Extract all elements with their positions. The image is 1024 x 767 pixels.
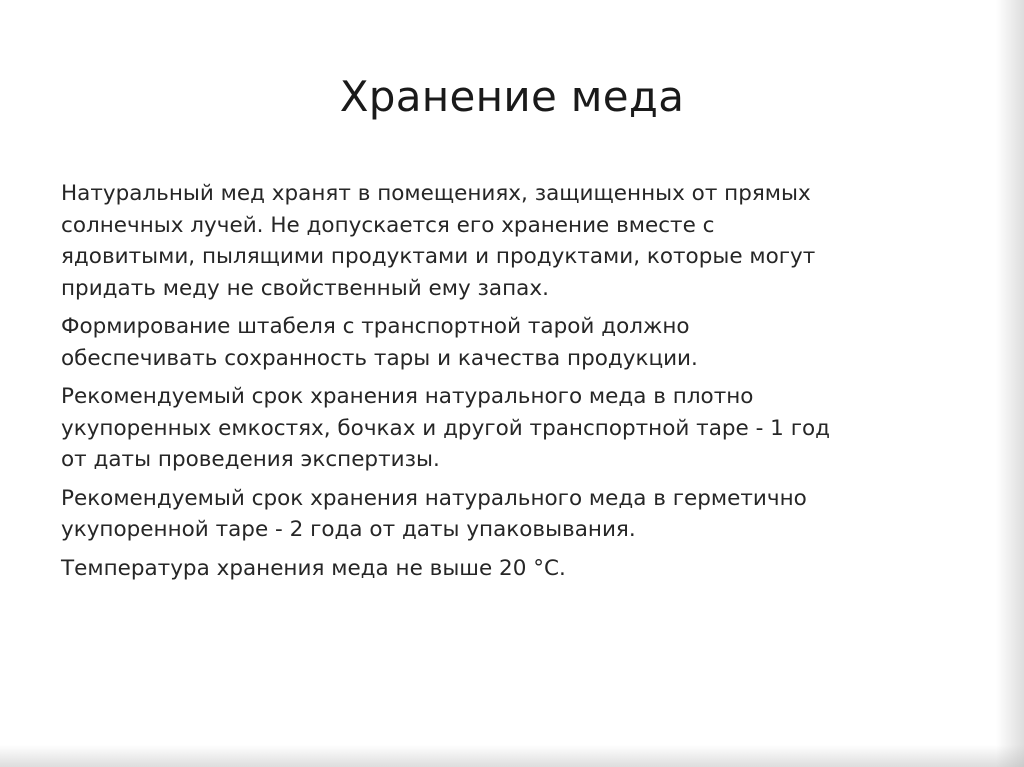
text-line: Рекомендуемый срок хранения натурального меда в герметично (61, 485, 807, 511)
slide-shadow-bottom (0, 745, 1024, 767)
text-line: укупоренных емкостях, бочках и другой транспортной таре - 1 год (61, 415, 831, 441)
text-line: обеспечивать сохранность тары и качества продукции. (61, 345, 698, 371)
text-line: Натуральный мед хранят в помещениях, защищенных от прямых (61, 181, 811, 206)
paragraph-temperature (61, 553, 961, 585)
text-line: солнечных лучей. Не допускается его хранение вместе с (61, 212, 715, 238)
slide-shadow-right (996, 0, 1024, 767)
text-line: придать меду не свойственный ему запах. (61, 275, 549, 301)
paragraph-stacking (61, 311, 961, 374)
text-line: от даты проведения экспертизы. (61, 447, 440, 472)
paragraph-storage-conditions (61, 178, 961, 304)
text-line: Формирование штабеля с транспортной тарой должно (61, 314, 690, 339)
text-line: Температура хранения меда не выше 20 °С. (61, 555, 566, 581)
text-line: ядовитыми, пылящими продуктами и продуктами, которые могут (61, 244, 816, 269)
text-line: укупоренной таре - 2 года от даты упаковывания. (61, 517, 636, 542)
paragraph-shelf-life-sealed (61, 483, 961, 546)
text-line: Рекомендуемый срок хранения натурального меда в плотно (61, 384, 754, 409)
slide-title: Хранение меда (339, 72, 685, 121)
paragraph-shelf-life-bulk (61, 381, 961, 476)
slide-body (61, 178, 961, 591)
